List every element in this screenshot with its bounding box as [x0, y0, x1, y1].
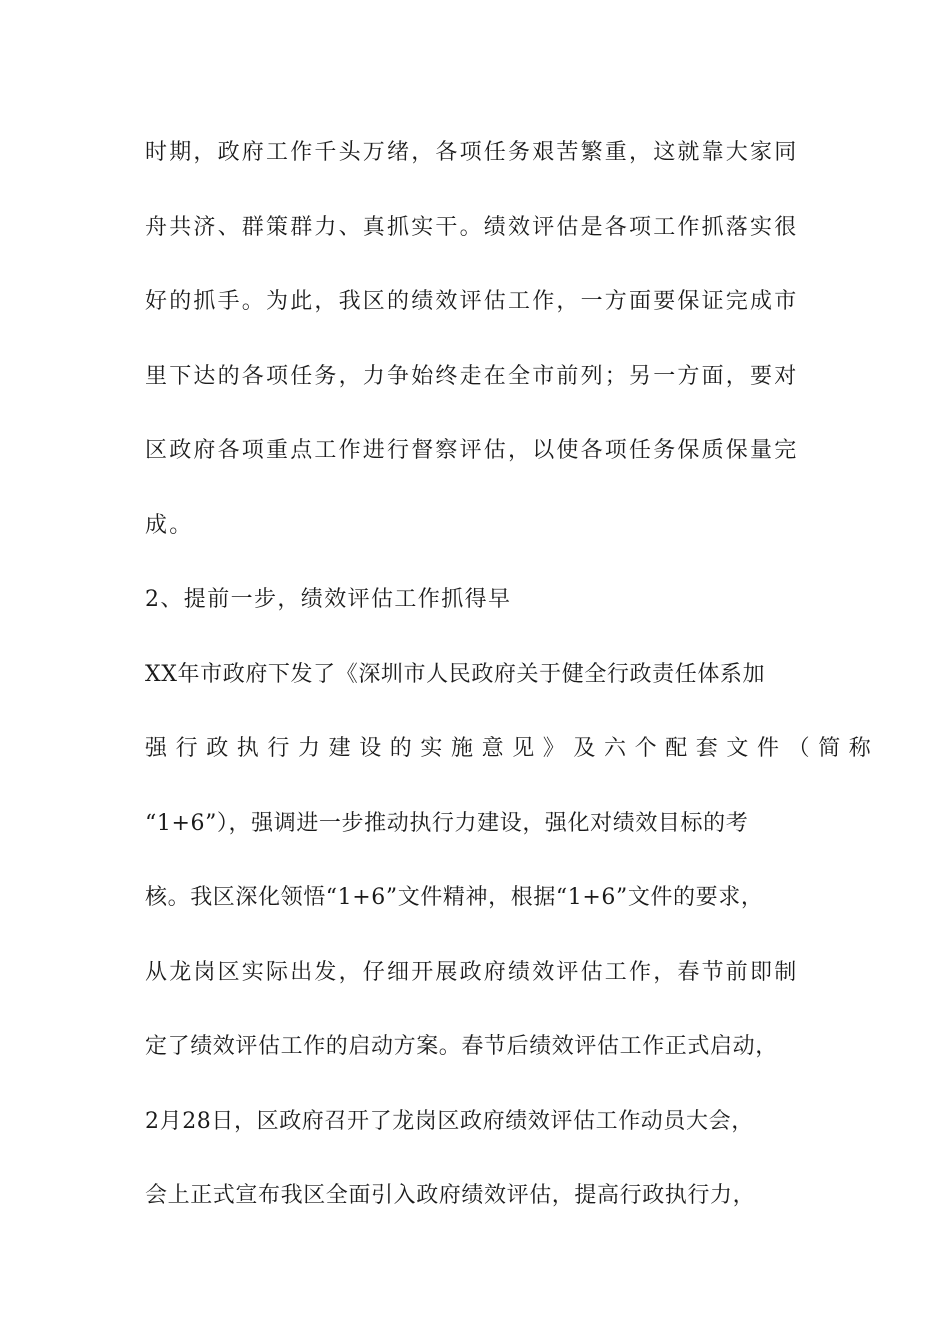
text-line: 成。: [145, 512, 194, 538]
text-line: 从龙岗区实际出发，仔细开展政府绩效评估工作，春节前即制: [145, 959, 799, 985]
text-line: 时期，政府工作千头万绪，各项任务艰苦繁重，这就靠大家同: [145, 140, 799, 165]
text-line: 强行政执行力建设的实施意见》及六个配套文件（简称: [145, 736, 880, 761]
text-line: 里下达的各项任务，力争始终走在全市前列；另一方面，要对: [145, 363, 799, 389]
text-line: 会上正式宣布我区全面引入政府绩效评估，提高行政执行力，: [145, 1183, 756, 1208]
text-line: 舟共济、群策群力、真抓实干。绩效评估是各项工作抓落实很: [145, 214, 799, 240]
text-line: 定了绩效评估工作的启动方案。春节后绩效评估工作正式启动，: [145, 1034, 778, 1059]
text-line: 好的抓手。为此，我区的绩效评估工作，一方面要保证完成市: [145, 289, 799, 314]
section-heading: 2、提前一步，绩效评估工作抓得早: [145, 587, 512, 612]
text-line: 2月28日，区政府召开了龙岗区政府绩效评估工作动员大会，: [145, 1108, 754, 1134]
text-line: “1+6”），强调进一步推动执行力建设，强化对绩效目标的考: [145, 810, 749, 836]
body-text: [145, 128, 880, 1246]
text-line: 区政府各项重点工作进行督察评估，以使各项任务保质保量完: [145, 438, 799, 463]
text-line: 核。我区深化领悟“1+6”文件精神，根据“1+6”文件的要求，: [145, 885, 764, 910]
text-line: XX年市政府下发了《深圳市人民政府关于健全行政责任体系加: [145, 661, 766, 687]
